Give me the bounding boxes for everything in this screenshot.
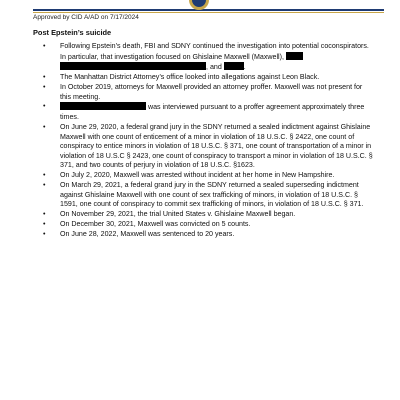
bullet-icon: •	[43, 210, 46, 219]
list-item	[33, 181, 373, 210]
bullet-text: Following Epstein’s death, FBI and SDNY continued the investigation into potential coconspirators. In particular, that investigation focused on Ghislaine Maxwell (Maxwell),	[60, 42, 369, 61]
bullet-text: On December 30, 2021, Maxwell was convicted on 5 counts.	[60, 220, 251, 229]
bullet-icon: •	[43, 229, 46, 238]
bullet-icon: •	[43, 82, 46, 91]
bullet-icon: •	[43, 122, 46, 131]
list-item	[33, 220, 373, 230]
list-item	[33, 83, 373, 102]
redaction-box	[60, 62, 206, 70]
list-item	[33, 171, 373, 181]
redaction-box	[224, 62, 244, 70]
bullet-text: .	[243, 63, 246, 72]
bullet-text: On June 29, 2020, a federal grand jury in the SDNY returned a sealed indictment against Ghislaine Maxwell with one count of enticement of a minor in violation of 18 U.S.C. § 2422, one count of conspiracy to entice minors in violation of 18 U.S.C. § 371, one count of transportation of a minor in violation of 18 U.S.C § 2423, one count of conspiracy to transport a minor in violation of 18 U.S.C. § 371, and two counts of perjury in violation of 18 U.S.C. §1623.	[60, 122, 373, 170]
bullet-icon: •	[43, 220, 46, 229]
bullet-text: The Manhattan District Attorney’s office looked into allegations against Leon Black.	[60, 73, 320, 82]
redaction-box	[286, 52, 303, 60]
bullet-text: , and	[206, 63, 222, 72]
bullet-icon: •	[43, 73, 46, 82]
redaction-box	[60, 102, 146, 110]
approval-stamp: Approved by CID A/AD on 7/17/2024	[33, 14, 139, 21]
bullet-text: was interviewed pursuant to a proffer agreement approximately three times.	[60, 103, 365, 122]
header-accent-rule	[33, 12, 384, 13]
bullet-icon: •	[43, 42, 46, 50]
section-heading: Post Epstein’s suicide	[33, 28, 112, 37]
agency-seal-icon	[188, 0, 210, 12]
list-item	[33, 42, 373, 73]
bullet-text: In October 2019, attorneys for Maxwell provided an attorney proffer. Maxwell was not present for this meeting.	[60, 82, 363, 101]
bullet-text: On July 2, 2020, Maxwell was arrested without incident at her home in New Hampshire.	[60, 171, 335, 180]
bullet-list	[33, 42, 373, 240]
list-item	[33, 102, 373, 122]
bullet-text: On November 29, 2021, the trial United States v. Ghislaine Maxwell began.	[60, 210, 296, 219]
list-item	[33, 73, 373, 83]
bullet-text: On June 28, 2022, Maxwell was sentenced to 20 years.	[60, 229, 235, 238]
bullet-icon: •	[43, 171, 46, 180]
list-item	[33, 210, 373, 220]
list-item	[33, 230, 373, 240]
bullet-text: On March 29, 2021, a federal grand jury in the SDNY returned a sealed superseding indictment against Ghislaine Maxwell with one count of sex trafficking of minors, in violation of 18 U.S.C. § 1591, one count of conspiracy to commit sex trafficking of minors, in violation of 18 U.S.C. § 371.	[60, 181, 364, 209]
list-item	[33, 123, 373, 171]
bullet-icon: •	[43, 181, 46, 190]
bullet-icon: •	[43, 102, 46, 111]
